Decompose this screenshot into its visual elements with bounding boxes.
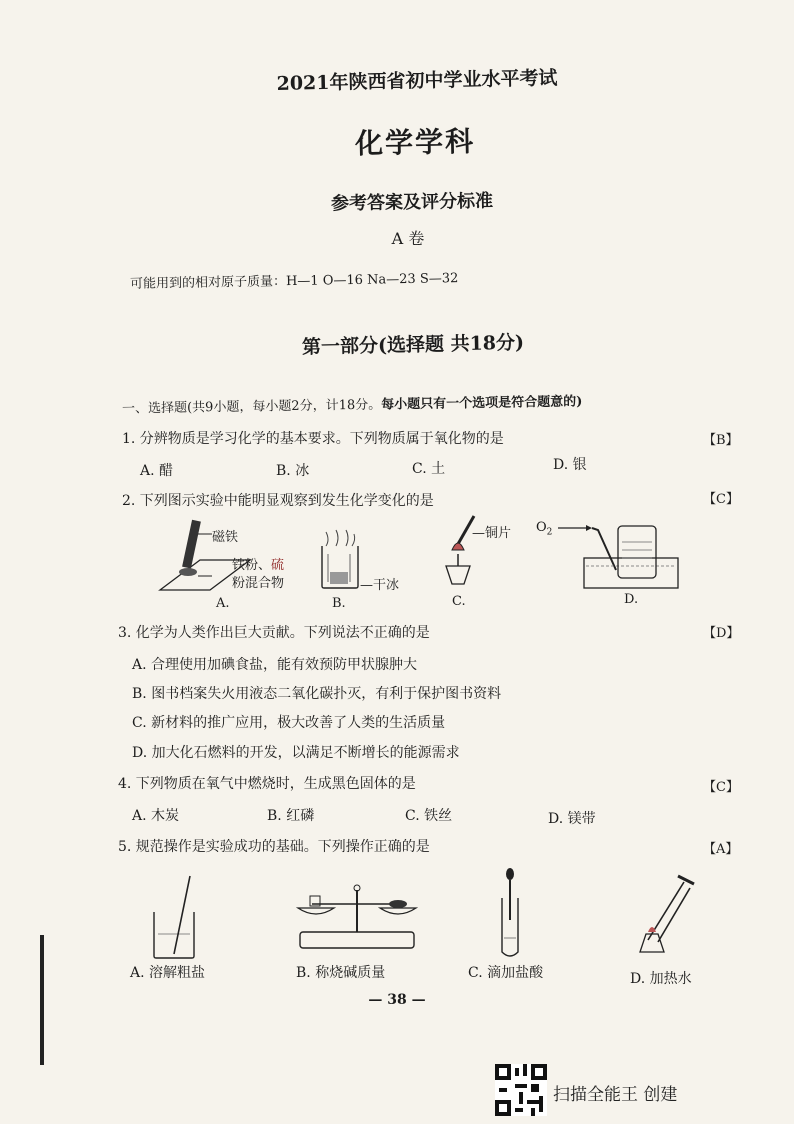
exam-title: 2021年陕西省初中学业水平考试: [276, 67, 558, 95]
instructions-bold: 每小题只有一个选项是符合题意的): [381, 394, 583, 413]
qr-code-icon: [495, 1064, 547, 1116]
q2-figure-d: [556, 520, 686, 592]
q2-stem: 2. 下列图示实验中能明显观察到发生化学变化的是: [122, 493, 434, 509]
q5-figure-b: [292, 880, 422, 956]
q5-option-d: D. 加热水: [630, 971, 692, 987]
q1-answer: 【B】: [703, 433, 739, 448]
q2-oxygen-sub: 2: [546, 527, 553, 538]
q5-option-c: C. 滴加盐酸: [468, 965, 544, 981]
q1-option-a: A. 醋: [140, 463, 174, 479]
q2-option-b: B.: [332, 596, 346, 611]
q1-option-b: B. 冰: [276, 463, 310, 479]
q4-stem: 4. 下列物质在氧气中燃烧时，生成黑色固体的是: [118, 776, 416, 792]
instructions-plain: 一、选择题(共9小题，每小题2分，计18分。: [121, 397, 382, 417]
q4-option-c: C. 铁丝: [405, 808, 453, 824]
q2-oxygen-label: [536, 520, 552, 538]
q5-option-b: B. 称烧碱质量: [296, 965, 386, 981]
q4-option-d: D. 镁带: [548, 811, 596, 827]
q1-option-c: C. 土: [412, 461, 446, 477]
q1-stem: 1. 分辨物质是学习化学的基本要求。下列物质属于氧化物的是: [122, 431, 504, 447]
scanner-watermark: 扫描全能王 创建: [553, 1085, 678, 1105]
q4-option-b: B. 红磷: [267, 808, 315, 824]
page-number: — 38 —: [368, 992, 426, 1008]
section-title: 第一部分(选择题 共18分): [301, 331, 525, 359]
q5-figure-c: [496, 868, 526, 962]
paper-label: A 卷: [391, 229, 425, 248]
atomic-masses: 可能用到的相对原子质量：H—1 O—16 Na—23 S—32: [129, 271, 459, 292]
q3-stem: 3. 化学为人类作出巨大贡献。下列说法不正确的是: [118, 625, 430, 641]
q2-sulfur-text: 硫: [271, 558, 285, 573]
q2-copper-label: —铜片: [472, 526, 512, 541]
q2-mixture-label: 粉混合物: [232, 576, 285, 591]
q2-magnet-label: 磁铁: [212, 530, 239, 545]
q4-option-a: A. 木炭: [132, 808, 180, 824]
q2-answer: 【C】: [703, 492, 739, 507]
q3-option-d: D. 加大化石燃料的开发，以满足不断增长的能源需求: [132, 745, 460, 761]
q2-figure-b: [316, 528, 366, 590]
q5-option-a: A. 溶解粗盐: [130, 965, 206, 981]
q3-answer: 【D】: [703, 626, 740, 641]
q5-stem: 5. 规范操作是实验成功的基础。下列操作正确的是: [118, 839, 430, 855]
q2-dryice-label: —干冰: [360, 578, 400, 593]
q5-answer: 【A】: [703, 842, 739, 857]
q2-iron-label: [232, 554, 284, 573]
q3-option-c: C. 新材料的推广应用，极大改善了人类的生活质量: [132, 715, 446, 731]
q2-oxygen-text: O: [536, 520, 547, 535]
q2-dryice-text: 干冰: [373, 578, 400, 593]
section-instructions: [122, 390, 583, 416]
q2-iron-text: 铁粉、: [232, 558, 272, 573]
q3-option-b: B. 图书档案失火用液态二氧化碳扑灭，有利于保护图书资料: [132, 686, 502, 702]
q2-option-c: C.: [452, 594, 466, 609]
q2-option-d: D.: [624, 592, 639, 607]
q5-figure-a: [150, 872, 200, 962]
q2-option-a: A.: [216, 596, 230, 611]
q4-answer: 【C】: [703, 780, 739, 795]
q3-option-a: A. 合理使用加碘食盐，能有效预防甲状腺肿大: [132, 657, 418, 673]
q1-option-d: D. 银: [553, 457, 587, 473]
doc-type-title: 参考答案及评分标准: [330, 190, 494, 215]
q2-copper-text: 铜片: [485, 526, 512, 541]
subject-title: 化学学科: [354, 124, 476, 161]
q5-figure-d: [628, 870, 698, 960]
